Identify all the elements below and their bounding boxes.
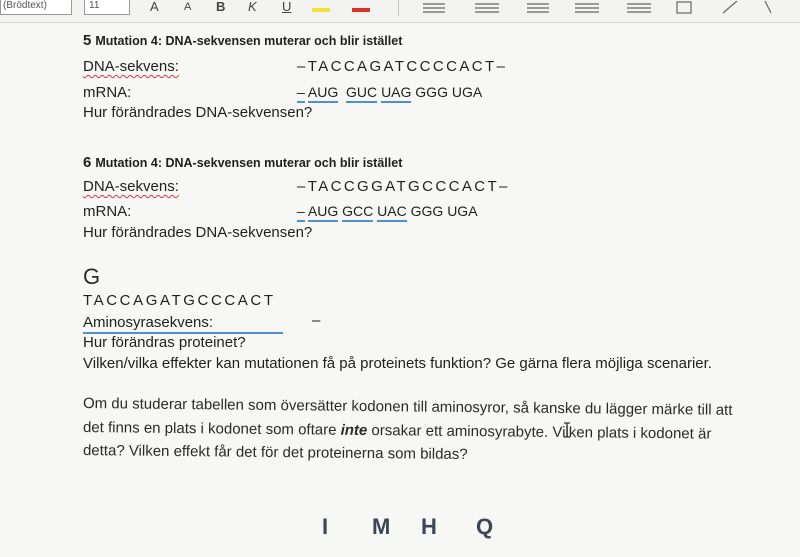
- q5-codon: AUG: [308, 84, 338, 103]
- keyboard-key-i: I: [322, 514, 329, 539]
- italic-button[interactable]: K: [248, 0, 257, 14]
- q5-heading-text: Mutation 4: DNA-sekvensen muterar och blir istället: [95, 34, 403, 48]
- q5-codon: GUC: [346, 84, 377, 103]
- g-paragraph-text: det finns en plats i kodonet som oftare: [82, 419, 337, 439]
- q6-heading: [83, 154, 402, 171]
- emphasis-text: inte: [340, 421, 368, 439]
- grow-font-button[interactable]: A: [150, 0, 159, 14]
- bold-button[interactable]: B: [216, 0, 226, 14]
- q5-mrna-codons: [297, 84, 482, 100]
- highlight-icon[interactable]: [312, 8, 330, 12]
- q6-mrna-codons: [297, 203, 478, 219]
- dna-label-text: DNA-sekvens:: [83, 178, 179, 195]
- keyboard-key-h: H: [421, 514, 437, 539]
- amino-acid-dash: –: [312, 312, 321, 329]
- q5-dna-sequence: –TACCAGATCCCCACT–: [297, 58, 508, 75]
- amino-acid-label-text: Aminosyrasekvens:: [83, 314, 283, 334]
- q6-mrna-label: mRNA:: [83, 203, 132, 220]
- keyboard-key-m: M: [372, 514, 391, 539]
- font-size-dropdown[interactable]: 11: [84, 0, 130, 15]
- q6-mrna-dash: –: [297, 203, 305, 222]
- q5-mrna-dash: –: [297, 84, 305, 103]
- q5-dna-label: [83, 58, 179, 75]
- section-g-sequence: TACCAGATGCCCACT: [83, 292, 276, 309]
- underline-button[interactable]: U: [282, 0, 292, 14]
- text-cursor-icon: [562, 422, 572, 438]
- q6-codon: GGG: [410, 203, 444, 219]
- amino-acid-label: [83, 314, 283, 331]
- shrink-font-button[interactable]: A: [184, 1, 192, 13]
- q5-question: Hur förändrades DNA-sekvensen?: [83, 104, 313, 121]
- font-color-icon[interactable]: [352, 8, 370, 12]
- toolbar-ribbon: [0, 0, 800, 23]
- q5-codon: UGA: [451, 84, 483, 100]
- style-dropdown[interactable]: (Brödtext): [0, 0, 72, 15]
- q6-number: 6: [83, 154, 92, 171]
- q6-codon: UGA: [447, 203, 478, 219]
- q6-codon: AUG: [308, 203, 338, 222]
- q6-dna-sequence: –TACCGGATGCCCACT–: [297, 178, 510, 195]
- g-question-2: Vilken/vilka effekter kan mutationen få på proteinets funktion? Ge gärna flera möjliga scenarier.: [83, 355, 712, 372]
- q5-codon: UAG: [381, 84, 411, 103]
- section-g-letter: G: [83, 264, 101, 289]
- g-question-1: Hur förändras proteinet?: [83, 334, 246, 351]
- dna-label-text: DNA-sekvens:: [83, 58, 179, 75]
- keyboard-key-q: Q: [476, 514, 494, 539]
- g-paragraph-line-3: detta? Vilken effekt får det för det proteinerna som bildas?: [82, 442, 468, 464]
- q6-question: Hur förändrades DNA-sekvensen?: [83, 224, 313, 241]
- g-paragraph-line-2: [83, 419, 712, 443]
- q6-heading-text: Mutation 4: DNA-sekvensen muterar och blir istället: [95, 156, 403, 170]
- q5-number: 5: [83, 32, 92, 49]
- q5-heading: [83, 32, 402, 49]
- g-paragraph-line-1: Om du studerar tabellen som översätter kodonen till aminosyror, så kanske du lägger märke till att: [82, 395, 733, 419]
- q5-codon: GGG: [415, 84, 448, 100]
- q6-codon: GCC: [342, 203, 373, 222]
- paragraph-tools-icon[interactable]: [415, 1, 795, 15]
- q6-codon: UAC: [377, 203, 407, 222]
- q5-mrna-label: mRNA:: [83, 84, 132, 101]
- g-paragraph-text: orsakar ett aminosyrabyte. Vilken plats i kodonet är: [371, 422, 712, 443]
- document-page[interactable]: [0, 22, 800, 557]
- ribbon-divider: [398, 0, 399, 16]
- q6-dna-label: [83, 178, 179, 195]
